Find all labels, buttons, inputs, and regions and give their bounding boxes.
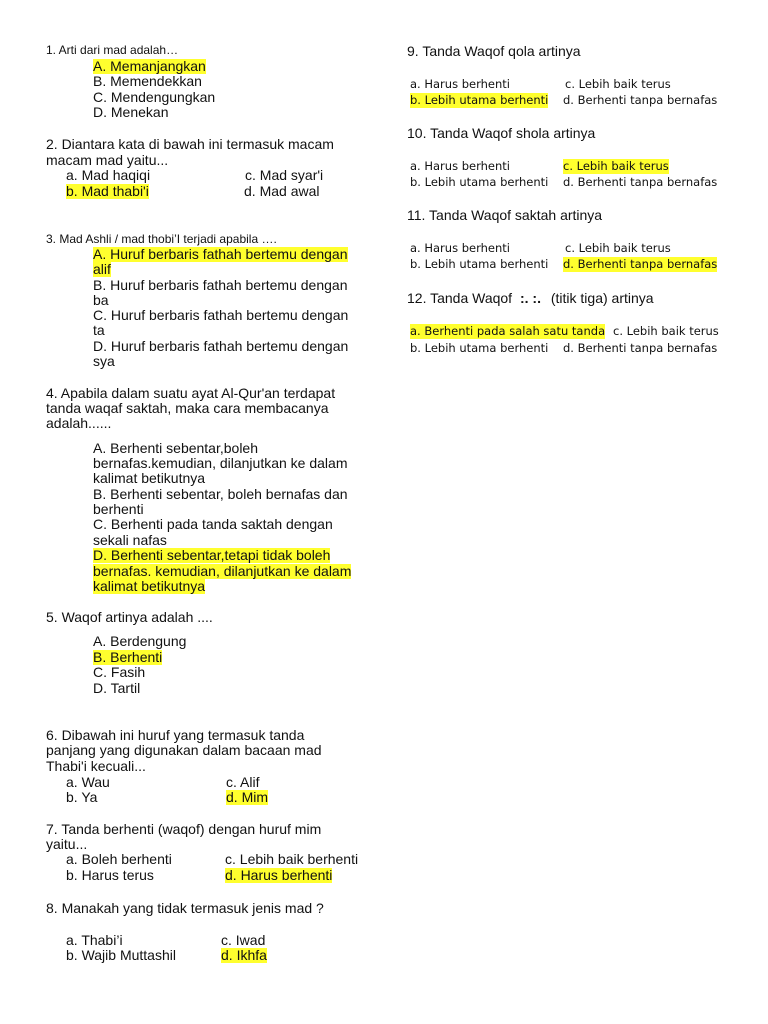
question-4-option-d-line3: kalimat betikutnya: [93, 578, 206, 594]
question-5-text: 5. Waqof artinya adalah ....: [46, 609, 213, 625]
question-12-text-head: 12. Tanda Waqof: [407, 290, 513, 306]
question-12-option-b: b. Lebih utama berhenti: [410, 341, 549, 355]
question-12-option-d: d. Berhenti tanpa bernafas: [563, 341, 718, 355]
question-10-option-a: a. Harus berhenti: [410, 159, 510, 173]
question-3-option-c-line1: C. Huruf berbaris fathah bertemu dengan: [93, 307, 349, 323]
question-6-text-line1: 6. Dibawah ini huruf yang termasuk tanda: [46, 727, 305, 743]
question-12-text: [407, 291, 654, 306]
question-2-option-b: b. Mad thabi'i: [66, 183, 149, 199]
question-2-option-c: c. Mad syar'i: [245, 167, 324, 183]
question-11-option-b: b. Lebih utama berhenti: [410, 257, 549, 271]
question-2-text-line1: 2. Diantara kata di bawah ini termasuk macam: [46, 136, 334, 152]
question-7-option-a: a. Boleh berhenti: [66, 851, 172, 867]
question-8-option-c: c. Iwad: [221, 932, 266, 948]
question-3-option-b-line2: ba: [93, 292, 109, 308]
question-6-option-d: d. Mim: [226, 789, 268, 805]
question-3-option-a-line2: alif: [93, 261, 111, 277]
question-1-option-c: C. Mendengungkan: [93, 89, 216, 105]
question-6-option-a: a. Wau: [66, 774, 110, 790]
question-7-option-b: b. Harus terus: [66, 867, 154, 883]
question-1-option-b: B. Memendekkan: [93, 73, 202, 89]
question-4-option-c-line2: sekali nafas: [93, 532, 167, 548]
question-10-option-b: b. Lebih utama berhenti: [410, 175, 549, 189]
question-9-option-a: a. Harus berhenti: [410, 77, 510, 91]
question-8-option-b: b. Wajib Muttashil: [66, 947, 176, 963]
question-5-option-b: B. Berhenti: [93, 649, 163, 665]
question-7-text-line2: yaitu...: [46, 836, 88, 852]
question-4-text-line1: 4. Apabila dalam suatu ayat Al-Qur'an terdapat: [46, 385, 336, 401]
question-6-text-line3: Thabi'i kecuali...: [46, 758, 146, 774]
question-4-option-d-line2: bernafas. kemudian, dilanjutkan ke dalam: [93, 563, 352, 579]
question-12-waqf-symbol: :. :.: [519, 290, 541, 306]
question-2-text-line2: macam mad yaitu...: [46, 152, 169, 168]
question-9-option-c: c. Lebih baik terus: [565, 77, 671, 91]
question-1-text: 1. Arti dari mad adalah…: [46, 43, 179, 57]
question-7-option-d: d. Harus berhenti: [225, 867, 333, 883]
question-6-option-c: c. Alif: [226, 774, 260, 790]
question-8-option-d: d. Ikhfa: [221, 947, 267, 963]
question-4-option-a-line2: bernafas.kemudian, dilanjutkan ke dalam: [93, 455, 348, 471]
question-7-text-line1: 7. Tanda berhenti (waqof) dengan huruf mim: [46, 821, 322, 837]
question-3-option-d-line1: D. Huruf berbaris fathah bertemu dengan: [93, 338, 349, 354]
question-4-text-line2: tanda waqaf saktah, maka cara membacanya: [46, 400, 329, 416]
question-11-option-c: c. Lebih baik terus: [565, 241, 671, 255]
question-11-option-d: d. Berhenti tanpa bernafas: [563, 257, 718, 271]
question-4-option-a-line3: kalimat betikutnya: [93, 470, 206, 486]
question-11-text: 11. Tanda Waqof saktah artinya: [407, 207, 603, 223]
question-4-option-b-line2: berhenti: [93, 501, 144, 517]
question-12-option-c: c. Lebih baik terus: [613, 324, 719, 338]
question-5-option-a: A. Berdengung: [93, 633, 187, 649]
question-7-option-c: c. Lebih baik berhenti: [225, 851, 359, 867]
question-9-text: 9. Tanda Waqof qola artinya: [407, 43, 581, 59]
question-4-text-line3: adalah......: [46, 415, 112, 431]
question-10-option-d: d. Berhenti tanpa bernafas: [563, 175, 718, 189]
question-4-option-c-line1: C. Berhenti pada tanda saktah dengan: [93, 516, 333, 532]
question-3-option-b-line1: B. Huruf berbaris fathah bertemu dengan: [93, 277, 348, 293]
question-9-option-d: d. Berhenti tanpa bernafas: [563, 93, 718, 107]
question-5-option-d: D. Tartil: [93, 680, 141, 696]
question-10-text: 10. Tanda Waqof shola artinya: [407, 125, 596, 141]
question-4-option-d-line1: D. Berhenti sebentar,tetapi tidak boleh: [93, 547, 331, 563]
question-11-option-a: a. Harus berhenti: [410, 241, 510, 255]
question-3-option-c-line2: ta: [93, 322, 105, 338]
question-3-text: 3. Mad Ashli / mad thobi’I terjadi apabila ….: [46, 232, 277, 246]
question-9-option-b: b. Lebih utama berhenti: [410, 93, 549, 107]
question-3-option-d-line2: sya: [93, 353, 115, 369]
question-6-option-b: b. Ya: [66, 789, 98, 805]
question-12-text-tail: (titik tiga) artinya: [550, 290, 654, 306]
question-10-option-c: c. Lebih baik terus: [563, 159, 669, 173]
question-12-option-a: a. Berhenti pada salah satu tanda: [410, 324, 606, 338]
question-8-option-a: a. Thabi’i: [66, 932, 123, 948]
question-2-option-d: d. Mad awal: [244, 183, 320, 199]
question-1-option-a: A. Memanjangkan: [93, 58, 206, 74]
question-6-text-line2: panjang yang digunakan dalam bacaan mad: [46, 742, 322, 758]
question-4-option-a-line1: A. Berhenti sebentar,boleh: [93, 440, 259, 456]
question-3-option-a-line1: A. Huruf berbaris fathah bertemu dengan: [93, 246, 348, 262]
question-5-option-c: C. Fasih: [93, 664, 146, 680]
question-8-text: 8. Manakah yang tidak termasuk jenis mad ?: [46, 900, 324, 916]
question-2-option-a: a. Mad haqiqi: [66, 167, 151, 183]
question-4-option-b-line1: B. Berhenti sebentar, boleh bernafas dan: [93, 486, 348, 502]
question-1-option-d: D. Menekan: [93, 104, 169, 120]
